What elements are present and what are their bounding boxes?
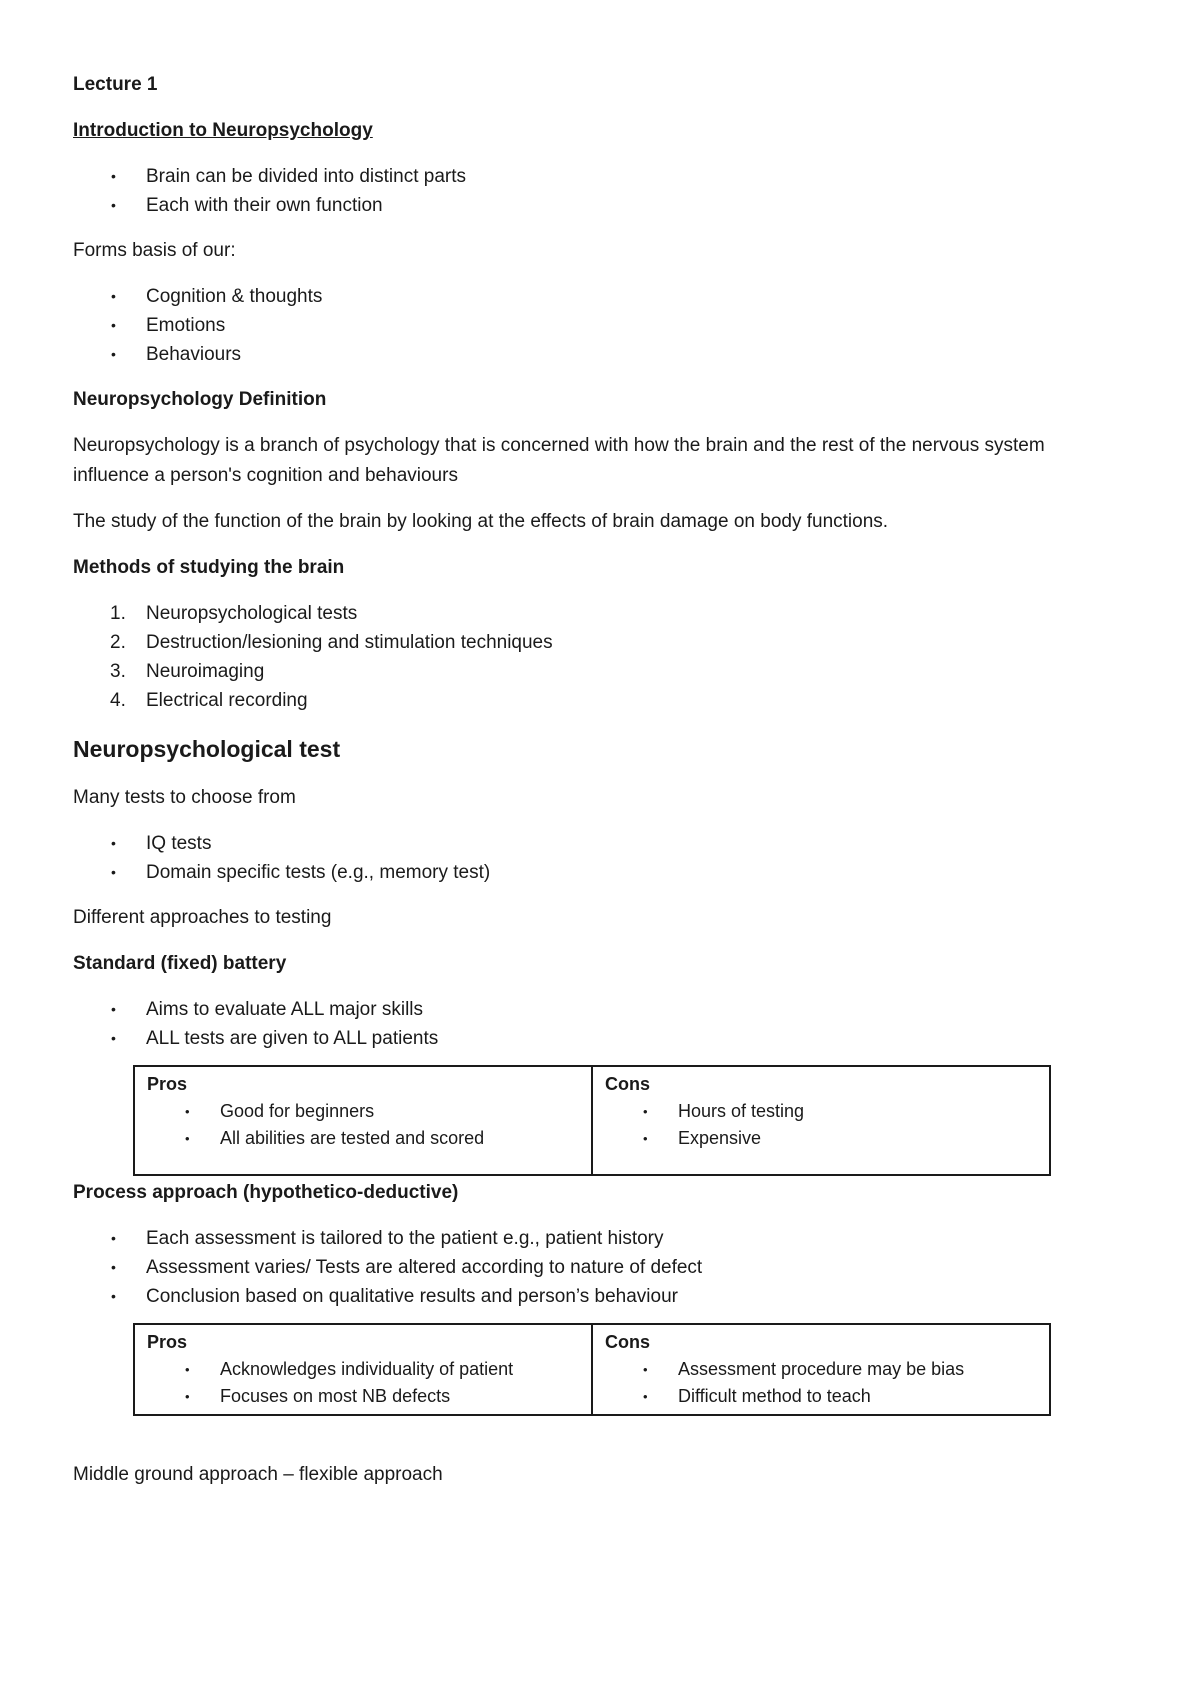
approaches-text: Different approaches to testing <box>73 907 332 928</box>
list-item: • Assessment varies/ Tests are altered according to nature of defect <box>73 1253 1133 1282</box>
process-approach-bullet-list <box>73 1224 1133 1311</box>
list-item: • ALL tests are given to ALL patients <box>73 1024 1133 1053</box>
list-item: • Behaviours <box>73 340 1133 369</box>
document-page <box>73 70 1133 1490</box>
middle-ground-text: Middle ground approach – flexible approach <box>73 1464 443 1485</box>
list-item: • Emotions <box>73 311 1133 340</box>
process-approach-heading: Process approach (hypothetico-deductive) <box>73 1182 459 1203</box>
cons-label: Cons <box>605 1074 650 1094</box>
bullet-icon: • <box>111 197 116 213</box>
list-item: 4. Electrical recording <box>110 690 308 711</box>
list-item: 2. Destruction/lesioning and stimulation techniques <box>110 632 553 653</box>
lecture-label: Lecture 1 <box>73 74 158 95</box>
list-item: • Cognition & thoughts <box>73 282 1133 311</box>
bullet-icon: • <box>111 1288 116 1304</box>
bullet-icon: • <box>185 1389 190 1404</box>
list-item: • Brain can be divided into distinct parts <box>73 162 1133 191</box>
bullet-icon: • <box>643 1104 648 1119</box>
cons-cell <box>592 1066 1050 1175</box>
bullet-icon: • <box>185 1104 190 1119</box>
cons-label: Cons <box>605 1332 650 1352</box>
pros-label: Pros <box>147 1074 188 1094</box>
list-item: • Conclusion based on qualitative results and person’s behaviour <box>73 1282 1133 1311</box>
list-item: • All abilities are tested and scored <box>147 1125 579 1152</box>
list-item: • Difficult method to teach <box>605 1383 1037 1410</box>
list-item: • Assessment procedure may be bias <box>605 1356 1037 1383</box>
methods-numbered-list <box>73 599 1133 715</box>
bullet-icon: • <box>185 1131 190 1146</box>
list-item: 1. Neuropsychological tests <box>110 603 358 624</box>
definition-heading: Neuropsychology Definition <box>73 389 327 410</box>
bullet-icon: • <box>111 1230 116 1246</box>
standard-battery-pros-cons-table <box>133 1065 1051 1176</box>
standard-battery-heading: Standard (fixed) battery <box>73 953 287 974</box>
bullet-icon: • <box>111 288 116 304</box>
definition-para-line-2: influence a person's cognition and behaviours <box>73 465 458 486</box>
standard-battery-bullet-list <box>73 995 1133 1053</box>
list-item: 3. Neuroimaging <box>110 661 265 682</box>
bullet-icon: • <box>111 1259 116 1275</box>
list-item: • Hours of testing <box>605 1098 1037 1125</box>
neuro-test-heading: Neuropsychological test <box>73 736 341 762</box>
definition-para-line-1: Neuropsychology is a branch of psychology that is concerned with how the brain and the rest of the nervous system <box>73 435 1045 456</box>
intro-heading: Introduction to Neuropsychology <box>73 120 373 141</box>
neuro-test-intro: Many tests to choose from <box>73 787 296 808</box>
process-approach-pros-cons-table <box>133 1323 1051 1416</box>
list-item: • Aims to evaluate ALL major skills <box>73 995 1133 1024</box>
list-item: • Each assessment is tailored to the patient e.g., patient history <box>73 1224 1133 1253</box>
bullet-icon: • <box>643 1362 648 1377</box>
bullet-icon: • <box>111 168 116 184</box>
bullet-icon: • <box>185 1362 190 1377</box>
list-item: • Each with their own function <box>73 191 1133 220</box>
forms-basis-bullet-list <box>73 282 1133 369</box>
list-item: • Good for beginners <box>147 1098 579 1125</box>
bullet-icon: • <box>643 1131 648 1146</box>
pros-label: Pros <box>147 1332 188 1352</box>
bullet-icon: • <box>111 864 116 880</box>
cons-cell <box>592 1324 1050 1415</box>
bullet-icon: • <box>111 1030 116 1046</box>
list-item: • IQ tests <box>73 829 1133 858</box>
pros-cell <box>134 1066 592 1175</box>
neuro-test-bullet-list <box>73 829 1133 887</box>
list-item: • Domain specific tests (e.g., memory test) <box>73 858 1133 887</box>
methods-heading: Methods of studying the brain <box>73 557 345 578</box>
list-item: • Acknowledges individuality of patient <box>147 1356 579 1383</box>
bullet-icon: • <box>111 1001 116 1017</box>
bullet-icon: • <box>643 1389 648 1404</box>
forms-basis-text: Forms basis of our: <box>73 240 236 261</box>
list-item: • Focuses on most NB defects <box>147 1383 579 1410</box>
bullet-icon: • <box>111 317 116 333</box>
bullet-icon: • <box>111 835 116 851</box>
definition-para-2: The study of the function of the brain by looking at the effects of brain damage on body functions. <box>73 511 889 532</box>
intro-bullet-list <box>73 162 1133 220</box>
list-item: • Expensive <box>605 1125 1037 1152</box>
pros-cell <box>134 1324 592 1415</box>
bullet-icon: • <box>111 346 116 362</box>
